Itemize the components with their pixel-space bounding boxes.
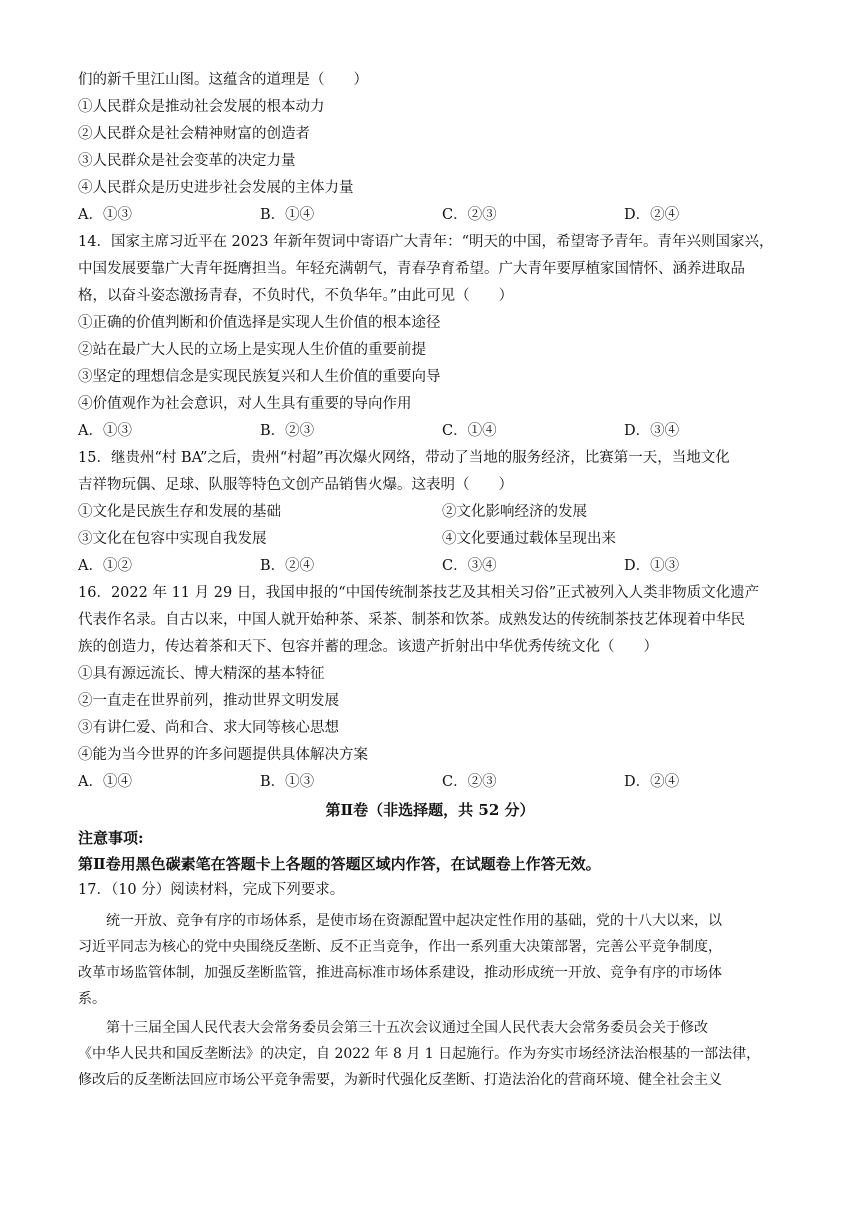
q14-option-b: B．②③ [260, 423, 315, 439]
q17-para1-line-4: 系。 [78, 991, 106, 1007]
q13-statement-2: ②人民群众是社会精神财富的创造者 [78, 126, 310, 142]
q13-statement-3: ③人民群众是社会变革的决定力量 [78, 153, 296, 169]
part2-title: 第Ⅱ卷（非选择题，共 52 分） [325, 801, 535, 819]
q15-statement-3: ③文化在包容中实现自我发展 [78, 531, 267, 547]
q16-option-b: B．①③ [260, 774, 315, 790]
notice-text: 第Ⅱ卷用黑色碳素笔在答题卡上各题的答题区域内作答，在试题卷上作答无效。 [78, 855, 601, 873]
q15-statement-1: ①文化是民族生存和发展的基础 [78, 504, 281, 520]
q13-stem-tail: 们的新千里江山图。这蕴含的道理是（ ） [78, 72, 368, 88]
q17-para1-line-1: 统一开放、竞争有序的市场体系，是使市场在资源配置中起决定性作用的基础，党的十八大以来，以 [106, 913, 722, 929]
q14-statement-2: ②站在最广大人民的立场上是实现人生价值的重要前提 [78, 342, 426, 358]
q15-option-d: D．①③ [624, 558, 680, 574]
q15-option-a: A．①② [78, 558, 132, 574]
q13-option-a: A．①③ [78, 207, 132, 223]
q16-option-d: D．②④ [624, 774, 680, 790]
q14-stem-line-1: 14．国家主席习近平在 2023 年新年贺词中寄语广大青年：“明天的中国，希望寄予青年。青年兴则国家兴， [78, 234, 774, 250]
q17-para1-line-3: 改革市场监管体制，加强反垄断监管，推进高标准市场体系建设，推动形成统一开放、竞争有序的市场体 [78, 965, 722, 981]
q16-stem-line-3: 族的创造力，传达着茶和天下、包容并蓄的理念。该遗产折射出中华优秀传统文化（ ） [78, 639, 658, 655]
q15-statement-2: ②文化影响经济的发展 [442, 504, 587, 520]
q16-statement-2: ②一直走在世界前列，推动世界文明发展 [78, 693, 339, 709]
q15-stem-line-1: 15．继贵州“村 BA”之后，贵州“村超”再次爆火网络，带动了当地的服务经济，比赛第一天，当地文化 [78, 450, 730, 466]
q17-para2-line-3: 修改后的反垄断法回应市场公平竞争需要，为新时代强化反垄断、打造法治化的营商环境、健全社会主义 [78, 1072, 722, 1088]
q14-option-c: C．①④ [442, 423, 497, 439]
q14-statement-1: ①正确的价值判断和价值选择是实现人生价值的根本途径 [78, 315, 441, 331]
q14-option-a: A．①③ [78, 423, 132, 439]
q15-stem-line-2: 吉祥物玩偶、足球、队服等特色文创产品销售火爆。这表明（ ） [78, 477, 513, 493]
q13-statement-1: ①人民群众是推动社会发展的根本动力 [78, 99, 325, 115]
q17-stem: 17．（10 分）阅读材料，完成下列要求。 [78, 882, 345, 898]
q14-statement-3: ③坚定的理想信念是实现民族复兴和人生价值的重要向导 [78, 369, 441, 385]
q16-stem-line-2: 代表作名录。自古以来，中国人就开始种茶、采茶、制茶和饮茶。成熟发达的传统制茶技艺体现着中华民 [78, 612, 745, 628]
q14-statement-4: ④价值观作为社会意识，对人生具有重要的导向作用 [78, 396, 412, 412]
q16-stem-line-1: 16．2022 年 11 月 29 日，我国申报的“中国传统制茶技艺及其相关习俗”正式被列入人类非物质文化遗产 [78, 585, 760, 601]
q17-para2-line-2: 《中华人民共和国反垄断法》的决定，自 2022 年 8 月 1 日起施行。作为夯实市场经济法治根基的一部法律， [78, 1046, 761, 1062]
q15-statement-4: ④文化要通过载体呈现出来 [442, 531, 616, 547]
q16-statement-4: ④能为当今世界的许多问题提供具体解决方案 [78, 747, 368, 763]
q13-option-d: D．②④ [624, 207, 680, 223]
q16-statement-3: ③有讲仁爱、尚和合、求大同等核心思想 [78, 720, 339, 736]
q15-option-c: C．③④ [442, 558, 497, 574]
q17-para1-line-2: 习近平同志为核心的党中央围绕反垄断、反不正当竞争，作出一系列重大决策部署，完善公平竞争制度， [78, 939, 722, 955]
q16-option-c: C．②③ [442, 774, 497, 790]
q14-option-d: D．③④ [624, 423, 680, 439]
q14-stem-line-3: 格，以奋斗姿态激扬青春，不负时代，不负华年。”由此可见（ ） [78, 288, 514, 304]
q16-statement-1: ①具有源远流长、博大精深的基本特征 [78, 666, 325, 682]
q13-option-c: C．②③ [442, 207, 497, 223]
q17-para2-line-1: 第十三届全国人民代表大会常务委员会第三十五次会议通过全国人民代表大会常务委员会关于修改 [106, 1020, 708, 1036]
q13-option-b: B．①④ [260, 207, 315, 223]
q16-option-a: A．①④ [78, 774, 132, 790]
q14-stem-line-2: 中国发展要靠广大青年挺膺担当。年轻充满朝气，青春孕育希望。广大青年要厚植家国情怀、涵养进取品 [78, 261, 745, 277]
notice-heading: 注意事项: [78, 829, 144, 847]
q15-option-b: B．②④ [260, 558, 315, 574]
q13-statement-4: ④人民群众是历史进步社会发展的主体力量 [78, 180, 354, 196]
